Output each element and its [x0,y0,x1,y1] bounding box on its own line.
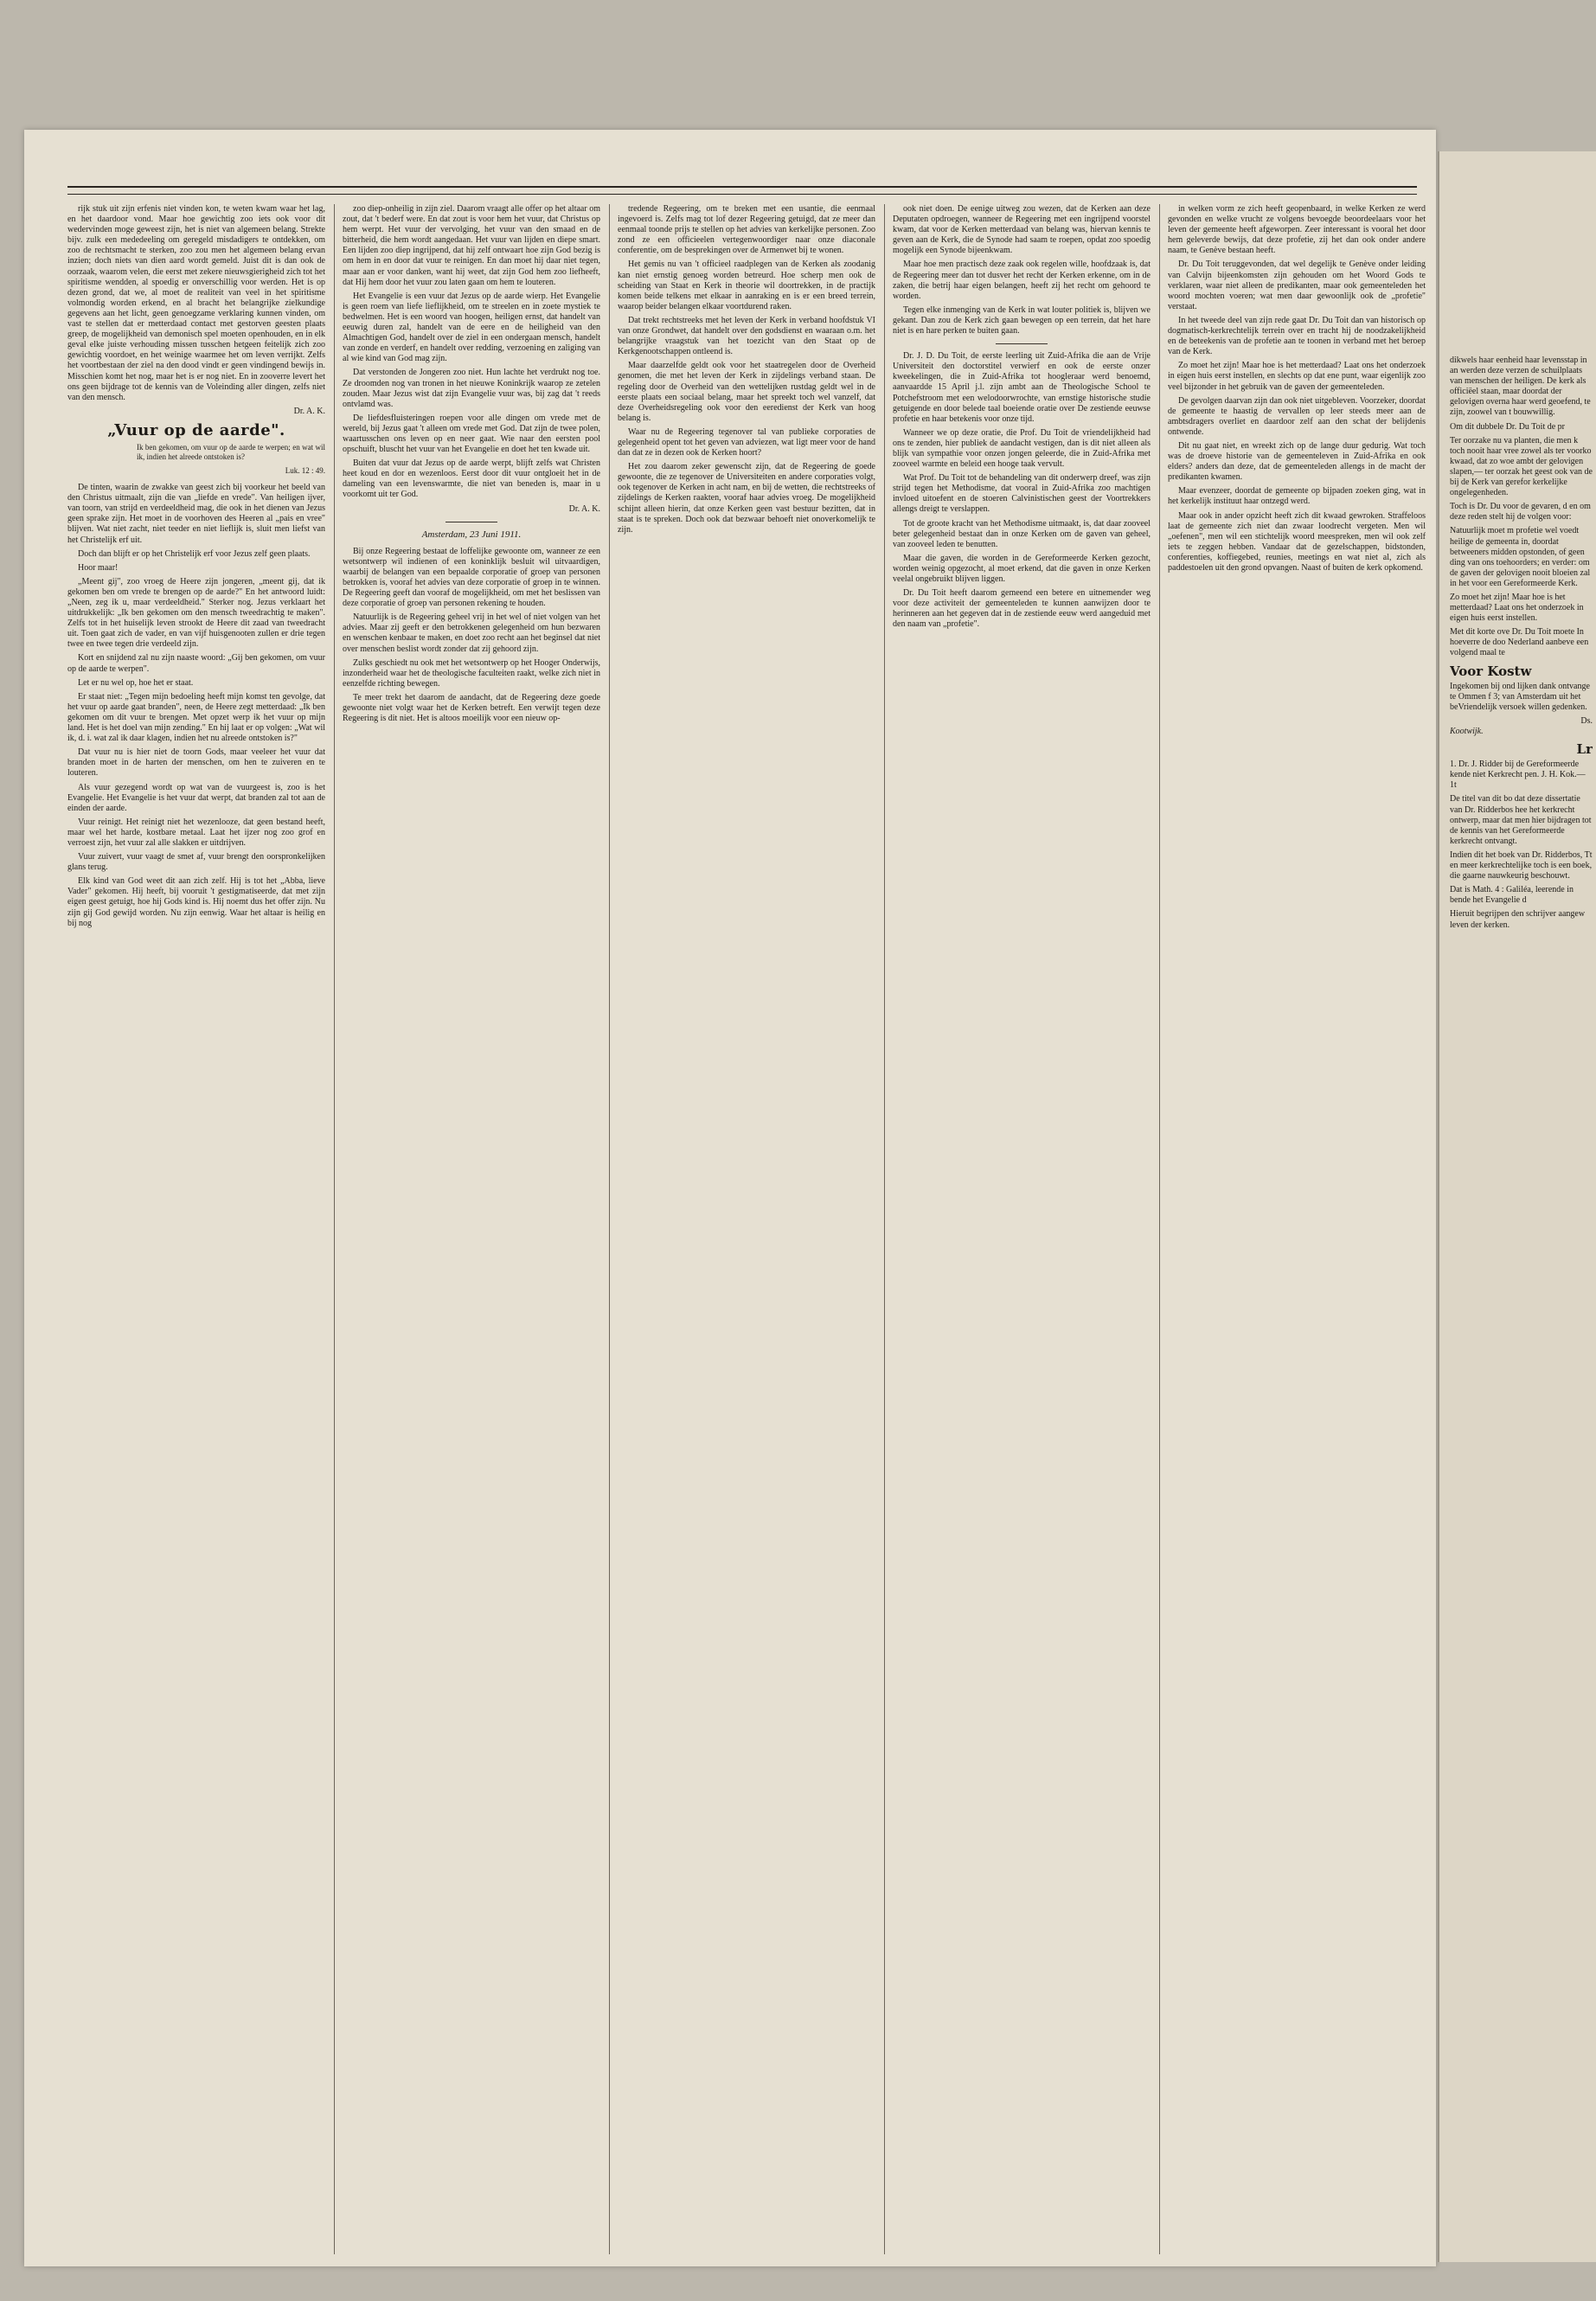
paragraph: Hieruit begrijpen den schrijver aangew leven der kerken. [1450,909,1586,930]
column-1 [67,204,325,2254]
paragraph: Dit nu gaat niet, en wreekt zich op de lange duur gedurig. Wat toch was de droeve historie van de gemeenteleven in Zuid-Afrika en ook elders? anders dan deze, dat de gemeenteleden allengs in de macht der predikanten kwamen. [1168,440,1426,483]
paragraph: De liefdesfluisteringen roepen voor alle dingen om vrede met de wereld, bij Jezus gaat 't alleen om vrede met God. Dat zijn de twee polen, waartusschen ons leven op en neer gaat. Wie naar den eersten pool opschuift, bluscht het vuur van het Evangelie en doet het ten kwade uit. [343,413,600,455]
column-5 [1168,204,1426,2254]
paragraph: Kort en snijdend zal nu zijn naaste woord: „Gij ben gekomen, om vuur op de aarde te werpen". [67,653,325,674]
paragraph: De titel van dit bo dat deze dissertatie van Dr. Ridderbos hee het kerkrecht ontwerp, maar dat men hier bijdragen tot de kennis van het Gereformeerde kerkrecht ontvangt. [1450,794,1592,846]
paragraph: Elk kind van God weet dit aan zich zelf. Hij is tot het „Abba, lieve Vader" gekomen. Hij heeft, bij vooruit 't gestigmatiseerde, dat met zijn eigen geest getuigt, hoe hij Gods kind is. Hij noemt dus het offer zijn. Nu zijn gij God gewijd worden. Nu zijn eenwig. Waar het altaar is heilig en bij nog [67,876,325,928]
paragraph: Ter oorzake nu va planten, die men k toch nooit haar vree zowel als ter voorko kwaad, dat zo woe ambt der gelovigen slapen,— ter oorzak het geest ook van de bij de Kerk van gerefor kerkelijke ongelegenheden. [1450,435,1593,498]
paragraph: Het Evangelie is een vuur dat Jezus op de aarde wierp. Het Evangelie is geen roem van liefe lieflijkheid, om te streelen en in zoete mystiek te bedwelmen. Het is een woord van hoogen, heiligen ernst, dat handelt van eeuwig duren zal, handelt van de eere en de heiligheid van den Almachtigen God, handelt over de ziel in een ondergaan mensch, handelt van zonde en verderf, en handelt over redding, verzoening en zaliging van al wie kind van God mag zijn. [343,291,600,364]
signature: Dr. A. K. [293,406,325,416]
paragraph: Doch dan blijft er op het Christelijk erf voor Jezus zelf geen plaats. [78,548,311,559]
paragraph: De tinten, waarin de zwakke van geest zich bij voorkeur het beeld van den Christus uitmaalt, zijn die van „liefde en vrede". Van heiligen ijver, van toorn, van strijd en verdeeldheid mag, die ook in het dienen van Jezus geen sprake zijn. Het moet in de voorhoven des Heeren al „pais en vree" blijven. Wat niet zacht, niet teeder en niet lieflijk is, sluit men liefst van het Christelijk erf uit. [67,483,325,545]
paragraph: Wat Prof. Du Toit tot de behandeling van dit onderwerp dreef, was zijn strijd tegen het Methodisme, dat vooral in Zuid-Afrika zoo machtigen invloed uitoefent en de stoeren Calvinistischen geest der Voortrekkers allengs dreigt te verslappen. [893,473,1151,515]
column-divider [1159,204,1160,2254]
scripture-reference: Luk. 12 : 49. [285,465,325,475]
adjacent-heading: Voor Kostw [1450,663,1532,679]
header-rule [67,186,1417,188]
header-rule-thin [67,194,1417,195]
column-divider [334,204,335,2254]
paragraph: Zulks geschiedt nu ook met het wetsontwerp op het Hooger Onderwijs, inzonderheid waar het de theologische faculteiten raakt, welke zich niet in eenzelfde richting bewegen. [343,657,600,689]
paragraph: Zo moet het zijn! Maar hoe is het metterdaad? Laat ons het onderzoek in eigen huis eerst instellen, en slechts op dat ene punt, waar eigenlijk zoo veel bijzonder in het gebruik van de gaven der gemeenteleden. [1168,361,1426,392]
paragraph: Dat trekt rechtstreeks met het leven der Kerk in verband hoofdstuk VI van onze Grondwet, dat handelt over den godsdienst en waaraan o.m. het belangrijke vraagstuk van het toezicht van den Staat op de Kerkgenootschappen ontleend is. [618,315,875,357]
paragraph: Bij onze Regeering bestaat de loffelijke gewoonte om, wanneer ze een wetsontwerp wil indienen of een koninklijk besluit wil uitvaardigen, waarbij de belangen van een bepaalde corporatie of groep van personen betrokken is, vooraf het advies van deze corporatie of groep in te winnen. De Regeering geeft dan vooraf de mogelijkheid, om met het beslissen van deze corporatie of groep van personen rekening te houden. [343,546,600,609]
paragraph: Dr. Du Toit heeft daarom gemeend een betere en uitnemender weg voor deze activiteit der gemeenteleden te kunnen aanwijzen door te herinneren aan het gegeven dat in de zestiende eeuw werd aangeduid met den naam van „profetie". [893,588,1151,630]
dateline: Amsterdam, 23 Juni 1911. [421,529,522,540]
adjacent-heading-2: Lr [1576,741,1593,758]
column-divider [884,204,885,2254]
article-heading: „Vuur op de aarde". [107,420,285,439]
signature: Dr. A. K. [568,503,600,514]
paragraph: Met dit korte ove Dr. Du Toit moete In hoeverre de doo Nederland aanbeve een volgend maal te [1450,627,1589,658]
paragraph: Het gemis nu van 't officieel raadplegen van de Kerken als zoodanig kan niet ernstig genoeg worden betreurd. Hoe scherp men ook de scheiding van Staat en Kerk in theorie wil doortrekken, in de practijk komen beide telkens met elkaar in aanraking en is er een breed terrein, waarop beider belangen elkaar voortdurend raken. [618,260,875,311]
column-4 [893,204,1151,2254]
column-divider [609,204,610,2254]
adjacent-page-column [1450,356,1593,2262]
adjacent-text-block-3 [1450,760,1593,930]
paragraph: Het zou daarom zeker gewenscht zijn, dat de Regeering de goede gewoonte, die ze tegenover de Universiteiten en andere corporaties volgt, ook tegenover de Kerken in acht nam, en bij de wetten, die rechtstreeks of zijdelings de Kerken raakten, vooraf haar advies vroeg. De mogelijkheid schijnt alleen hierin, dat onze Kerken geen vast bestuur bezitten, dat in staat is te spreken. Doch ook dat bezwaar behoeft niet onoverkomelijk te zijn. [618,462,875,535]
paragraph: rijk stuk uit zijn erfenis niet vinden kon, te weten kwam waar het lag, en het daardoor vond. Maar hoe gewichtig zoo iets ook voor dit wedervinden moge geweest zijn, het is niet van algemeen belang. Strekte bijv. zulk een mededeeling om geregeld misdadigers te ontdekken, om zoo de rechtsmacht te sterken, zoo zou men het algemeen belang ervan inzien; doch niets van dien aard wordt gemeld. Juist dit is dan ook de oorzaak, waarom velen, die eerst met zekere nieuwsgierigheid zich tot het spiritisme wendden, al spoedig er onverschillig voor werden. Het is op dezen grond, dat we, al moet de realiteit van veel in het spiritisme volmondig worden erkend, en al bracht het belangrijke zielkundige gegevens aan het licht, geen genoegzame verklaring kunnen vinden, om vast te stellen dat er metterdaad contact met gestorven geesten plaats greep, de mogelijkheid van demonisch spel moeten openhouden, en in elk geval elke juiste verhouding missen tusschen hetgeen feitelijk zich zoo gewichtig voordoet, en het weinige waarmee het om leven verrijkt. Zelfs het voortbestaan der ziel na den dood vindt er geen vindingend bewijs in. Misschien komt het nog, maar het is er nog niet. En in zooverre levert het ons geen bijdrage tot de kennis van de Voleinding aller dingen, zelfs niet van den mensch. [67,204,325,402]
paragraph: De gevolgen daarvan zijn dan ook niet uitgebleven. Voorzeker, doordat de gemeente te haastig de vervallen op leer steeds meer aan de ambtsdragers overliet en daardoor zelf aan den schat der belijdenis ontwende. [1168,395,1426,437]
paragraph: ook niet doen. De eenige uitweg zou wezen, dat de Kerken aan deze Deputaten opdroegen, wanneer de Regeering met een ingrijpend voorstel kwam, dat voor de Kerken metterdaad van belang was, hiervan kennis te geven aan de Kerk, die de Synode had saam te roepen, opdat zoo spoedig mogelijk een Synode bijeenkwam. [893,204,1151,256]
paragraph: Vuur reinigt. Het reinigt niet het wezenlooze, dat geen bestand heeft, maar wel het harde, kostbare metaal. Laat het ijzer nog zoo grof en verroest zijn, het vuur zal alle slakken er uitdrijven. [67,817,325,848]
adjacent-place: Kootwijk. [1450,727,1484,736]
paragraph: Er staat niet: „Tegen mijn bedoeling heeft mijn komst ten gevolge, dat het vuur op aarde gaat branden", neen, de Heere zegt metterdaad: „Ik ben gekomen om dit vuur te brengen. Met opzet werp ik het vuur op mijn land. Het is het doel van mijn zending." En hij laat er op volgen: „Wat wil ik, d. i. wat zal ik daar klagen, indien het nu alreede ontstoken is?" [67,691,325,744]
adjacent-text-block-2 [1450,682,1593,713]
paragraph: Let er nu wel op, hoe het er staat. [78,677,194,688]
paragraph: Maar ook in ander opzicht heeft zich dit kwaad gewroken. Straffeloos laat de gemeente zich niet dan zwaar loodrecht vergeten. Men wil „oefenen", men wil een stichtelijk woord meespreken, men wil ook zelf iets te zeggen hebben. Vandaar dat de gezelschappen, bidstonden, conferenties, koffiegebed, reunies, meetings en wat niet al, zich als paddestoelen uit den grond opvangen. Naast of buiten de kerk opkomend. [1168,510,1426,573]
paragraph: Tegen elke inmenging van de Kerk in wat louter politiek is, blijven we gekant. Dan zou de Kerk zich gaan bewegen op een terrein, dat het hare niet is en hare perken te buiten gaan. [893,304,1151,336]
paragraph: Maar evenzeer, doordat de gemeente op bijpaden zoeken ging, wat in het kerkelijk instituut haar ontzegd werd. [1168,486,1426,507]
paragraph: 1. Dr. J. Ridder bij de Gereformeerde kende niet Kerkrecht pen. J. H. Kok.— 1t [1450,760,1586,791]
paragraph: Hoor maar! [78,562,119,573]
paragraph: dikwels haar eenheid haar levensstap in an werden deze verzen de schuilplaats van menschen der heiligen. De kerk als officiëel staan, maar doordat der gelovigen overna haar werd geoefend, te zijn, zoowel van t bouwwillig. [1450,356,1591,418]
paragraph: „Meent gij", zoo vroeg de Heere zijn jongeren, „meent gij, dat ik gekomen ben om vrede te brengen op de aarde?" En het antwoord luidt: „Neen, zeg ik u, maar verdeeldheid." Sterker nog. Jezus verklaart het uitdrukkelijk: „Ik ben gekomen om den mensch tweedrachtig te maken". Zelfs tot in het huiselijk leven strookt de Heere dit zaad van tweedracht uit. Toen gaat zich de vader, en van vijf huisgenooten zullen er drie tegen twee en twee tegen drie verdeeld zijn. [67,576,325,650]
paragraph: Maar die gaven, die worden in de Gereformeerde Kerken gezocht, worden weinig opgezocht, al moet erkend, dat die gaven in onze Kerken veelal ongebruikt blijven liggen. [893,553,1151,584]
paragraph: Dr. Du Toit teruggevonden, dat wel degelijk te Genève onder leiding van Calvijn bijeenkomsten zijn gehouden om het Woord Gods te verklaren, waar niet alleen de predikanten, maar ook gemeenteleden het woord mochten voeren; wat men daar gewoonlijk ook de „profetie" verstaat. [1168,260,1426,311]
paragraph: Waar nu de Regeering tegenover tal van publieke corporaties de gelegenheid opent tot het geven van adviezen, wat ligt meer voor de hand dan dat ze in dezen ook de Kerken hoort? [618,426,875,458]
paragraph: in welken vorm ze zich heeft geopenbaard, in welke Kerken ze werd gevonden en welke vrucht ze volgens bevoegde beoordeelaars voor het leven der gemeente heeft afgeworpen. Zeer interessant is vooral het door hem geleverde bewijs, dat deze profetie, zij het dan ook onder andere naam, te Genève bestaan heeft. [1168,204,1426,256]
scripture-motto: Ik ben gekomen, om vuur op de aarde te werpen; en wat wil ik, indien het alreede ontstoken is? [137,442,325,461]
paragraph: Vuur zuivert, vuur vaagt de smet af, vuur brengt den oorspronkelijken glans terug. [67,852,325,873]
paragraph: Als vuur gezegend wordt op wat van de vuurgeest is, zoo is het Evangelie. Het Evangelie is het vuur dat werpt, dat branden zal tot aan de einden der aarde. [67,782,325,813]
adjacent-page [1438,151,1596,2262]
paragraph: In het tweede deel van zijn rede gaat Dr. Du Toit dan van historisch op dogmatisch-kerkrechtelijk terrein over en tracht hij de noodzakelijkheid en de beteekenis van de profetie aan te toonen in verband met het beroep van de Kerk. [1168,315,1426,357]
paragraph: Maar hoe men practisch deze zaak ook regelen wille, hoofdzaak is, dat de Regeering meer dan tot dusver het recht der Kerken erkenne, om in de zaken, die betrij haar eigen belangen, heeft zij het recht om gehoord te worden. [893,260,1151,301]
adjacent-signature: Ds. [1580,715,1593,726]
column-3 [618,204,875,2254]
paragraph: tredende Regeering, om te breken met een usantie, die eenmaal ingevoerd is. Zelfs mag tot lof dezer Regeering getuigd, dat ze meer dan eenmaal toonde prijs te stellen op het advies van kerkelijke personen. Zoo zond ze een officieelen vertegenwoordiger naar onze diaconale conferentie, om de besprekingen over de Armenwet bij te wonen. [618,204,875,256]
paragraph: Toch is Dr. Du voor de gevaren, d en om deze reden stelt hij de volgen voor: [1450,502,1591,522]
column-2 [343,204,600,2254]
paragraph: Buiten dat vuur dat Jezus op de aarde werpt, blijft zelfs wat Christen heet koud en dor en wezenloos. Eerst door dit vuur ontgloeit het in de dameling van een levenswarmte, die niet van beneden is, maar in u voorkomt uit ter God. [343,458,600,500]
paragraph: Ingekomen bij ond lijken dank ontvange te Ommen f 3; van Amsterdam uit het beVriendelijk versoek willen gedenken. [1450,681,1590,712]
paragraph: Dr. J. D. Du Toit, de eerste leerling uit Zuid-Afrika die aan de Vrije Universiteit den doctorstitel verwierf en ook de eerste onzer kweekelingen, die in Zuid-Afrika tot hoogleraar werd benoemd, aanvaardde 15 April j.l. zijn ambt aan de Theologische School te Potchefstroom met een welodoorwrochte, van ernstige historische studie getuigende en door belede taal boeiende oratie over De zestiende eeuwse profetie en haar betekenis voor onze tijd. [893,351,1151,424]
paragraph: Natuurlijk moet m profetie wel voedt heilige de gemeenta in, doordat betweeners midden opstonden, of geen ding van ons toehoorders; en verder: om de gaven der gelovigen nooit bloeien zal in het voor een Gereformeerde Kerk. [1450,526,1591,588]
paragraph: zoo diep-onheilig in zijn ziel. Daarom vraagt alle offer op het altaar om zout, dat 't bederf were. En dat zout is voor hem het vuur, dat Christus op hem werpt. Het vuur der vervolging, het vuur van den smaad en de bitterheid, die hem wordt aangedaan. Het vuur van lijden en diepe smart. Een lijden zoo diep ingrijpend, dat hij zelf ontwaart hoe zijn God bezig is om hem in en door dat vuur te reinigen. En dan moet hij daar niet tegen, maar aan er voor danken, want hij weet, dat zijn God hem zoo liefheeft, dat Hij hem door het vuur zou laten gaan om hem te louteren. [343,204,600,287]
paragraph: Dat vuur nu is hier niet de toorn Gods, maar veeleer het vuur dat branden moet in de harten der menschen, om hen te zuiveren en te louteren. [67,747,325,779]
paragraph: Indien dit het boek van Dr. Ridderbos, Tt en meer kerkrechtelijke toch is een boek, die gaarne nauwkeurig beschouwt. [1450,849,1593,881]
paragraph: Maar daarzelfde geldt ook voor het staatregelen door de Overheid genomen, die met het leven der Kerk in zijdelings verband staan. De regeling door de Overheid van den wettelijken rustdag geldt wel in de eerste plaats een sociaal belang, maar het spreekt toch wel vanzelf, dat deze Overheidsregeling ook voor den eeredienst der Kerk van hoog belang is. [618,361,875,423]
paragraph: Te meer trekt het daarom de aandacht, dat de Regeering deze goede gewoonte niet volgt waar het de Kerken betreft. Een verwijt tegen deze Regeering is dit niet. Het is altoos moeilijk voor een nieuw op- [343,692,600,724]
adjacent-text-block [1450,356,1593,659]
paragraph: Om dit dubbele Dr. Du Toit de pr [1450,421,1565,432]
paragraph: Wanneer we op deze oratie, die Prof. Du Toit de vriendelijkheid had ons te zenden, hier publiek de aandacht vestigen, dan is dit niet alleen als blijk van sympathie voor onzen jongen geleerde, die in Zuid-Afrika met zooveel warmte en beleid een hooge taak vervult. [893,427,1151,470]
paragraph: Dat verstonden de Jongeren zoo niet. Hun lachte het verdrukt nog toe. Ze droomden nog van tronen in het nieuwe Koninkrijk waarop ze zetelen zouden. Maar Jezus wist dat zijn Evangelie vuur was, bij zag dat 't reeds ontvlamd was. [343,368,600,409]
paragraph: Tot de groote kracht van het Methodisme uitmaakt, is, dat daar zooveel beter gelegenheid bestaat dan in onze Kerken om de gaven van geheel, van zooveel leden te benutten. [893,518,1151,549]
paragraph: Dat is Math. 4 : Galiléa, leerende in bende het Evangelie d [1450,885,1574,906]
paragraph: Natuurlijk is de Regeering geheel vrij in het wel of niet volgen van het advies. Maar zij geeft er den betrokkenen gelegenheid om hun bezwaren en wenschen kenbaar te maken, en doet zoo recht aan het beginsel dat niet over menschen beslist wordt zonder dat zij gehoord zijn. [343,612,600,654]
section-divider [996,343,1048,344]
paragraph: Zo moet het zijn! Maar hoe is het metterdaad? Laat ons het onderzoek in eigen huis eerst instellen. [1450,592,1584,624]
